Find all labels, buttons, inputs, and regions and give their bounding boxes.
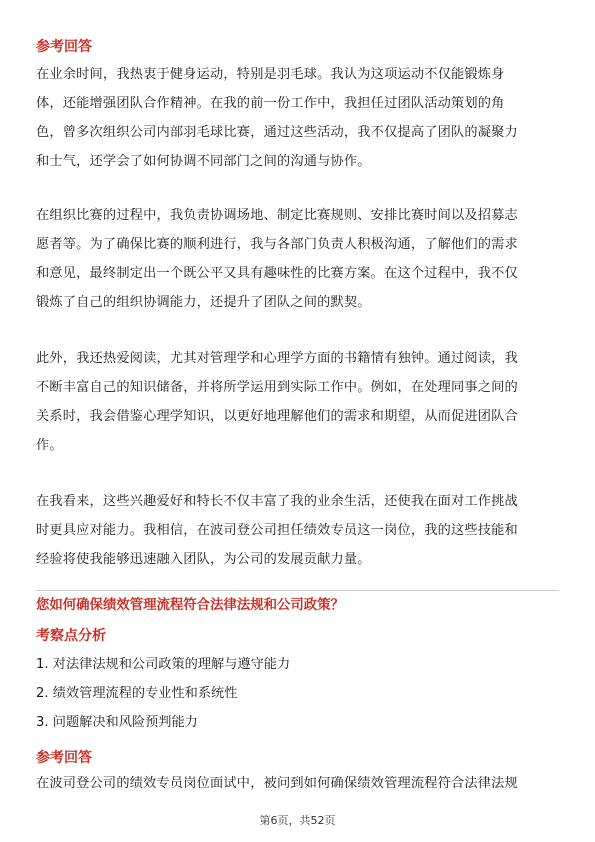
answer-heading: 参考回答 <box>36 750 92 766</box>
answer-text: 在波司登公司的绩效专员岗位面试中，被问到如何确保绩效管理流程符合法律法规 <box>36 776 518 791</box>
paragraph-line: 关系时，我会借鉴心理学知识，以更好地理解他们的需求和期望，从而促进团队合 <box>36 409 518 424</box>
paragraph-line: 经验将使我能够迅速融入团队，为公司的发展贡献力量。 <box>36 552 371 567</box>
analysis-point: 2. 绩效管理流程的专业性和系统性 <box>36 686 238 701</box>
section-divider <box>36 590 559 591</box>
paragraph-line: 锻炼了自己的组织协调能力，还提升了团队之间的默契。 <box>36 295 371 310</box>
paragraph-line: 时更具应对能力。我相信，在波司登公司担任绩效专员这一岗位，我的这些技能和 <box>36 523 518 538</box>
analysis-point: 3. 问题解决和风险预判能力 <box>36 715 198 730</box>
paragraph-line: 在业余时间，我热衷于健身运动，特别是羽毛球。我认为这项运动不仅能锻炼身 <box>36 67 505 82</box>
paragraph-line: 和士气，还学会了如何协调不同部门之间的沟通与协作。 <box>36 154 371 169</box>
paragraph-line: 不断丰富自己的知识储备，并将所学运用到实际工作中。例如，在处理同事之间的 <box>36 380 518 395</box>
paragraph-line: 体，还能增强团队合作精神。在我的前一份工作中，我担任过团队活动策划的角 <box>36 96 505 111</box>
paragraph-line: 愿者等。为了确保比赛的顺利进行，我与各部门负责人积极沟通，了解他们的需求 <box>36 237 518 252</box>
paragraph-line: 和意见，最终制定出一个既公平又具有趣味性的比赛方案。在这个过程中，我不仅 <box>36 266 518 281</box>
analysis-heading: 考察点分析 <box>36 628 106 644</box>
paragraph-4 <box>36 487 561 574</box>
paragraph-line: 色，曾多次组织公司内部羽毛球比赛，通过这些活动，我不仅提高了团队的凝聚力 <box>36 125 518 140</box>
analysis-point: 1. 对法律法规和公司政策的理解与遵守能力 <box>36 657 291 672</box>
paragraph-line: 作。 <box>36 438 63 453</box>
paragraph-line: 此外，我还热爱阅读，尤其对管理学和心理学方面的书籍情有独钟。通过阅读，我 <box>36 351 518 366</box>
question-title: 您如何确保绩效管理流程符合法律法规和公司政策？ <box>36 598 344 613</box>
paragraph-line: 在我看来，这些兴趣爱好和特长不仅丰富了我的业余生活，还使我在面对工作挑战 <box>36 494 518 509</box>
answer-heading: 参考回答 <box>36 39 92 55</box>
paragraph-line: 在组织比赛的过程中，我负责协调场地、制定比赛规则、安排比赛时间以及招募志 <box>36 208 518 223</box>
paragraph-3 <box>36 344 561 460</box>
page-number: 第6页，共52页 <box>259 814 336 827</box>
paragraph-2 <box>36 201 561 317</box>
paragraph-1 <box>36 60 561 176</box>
